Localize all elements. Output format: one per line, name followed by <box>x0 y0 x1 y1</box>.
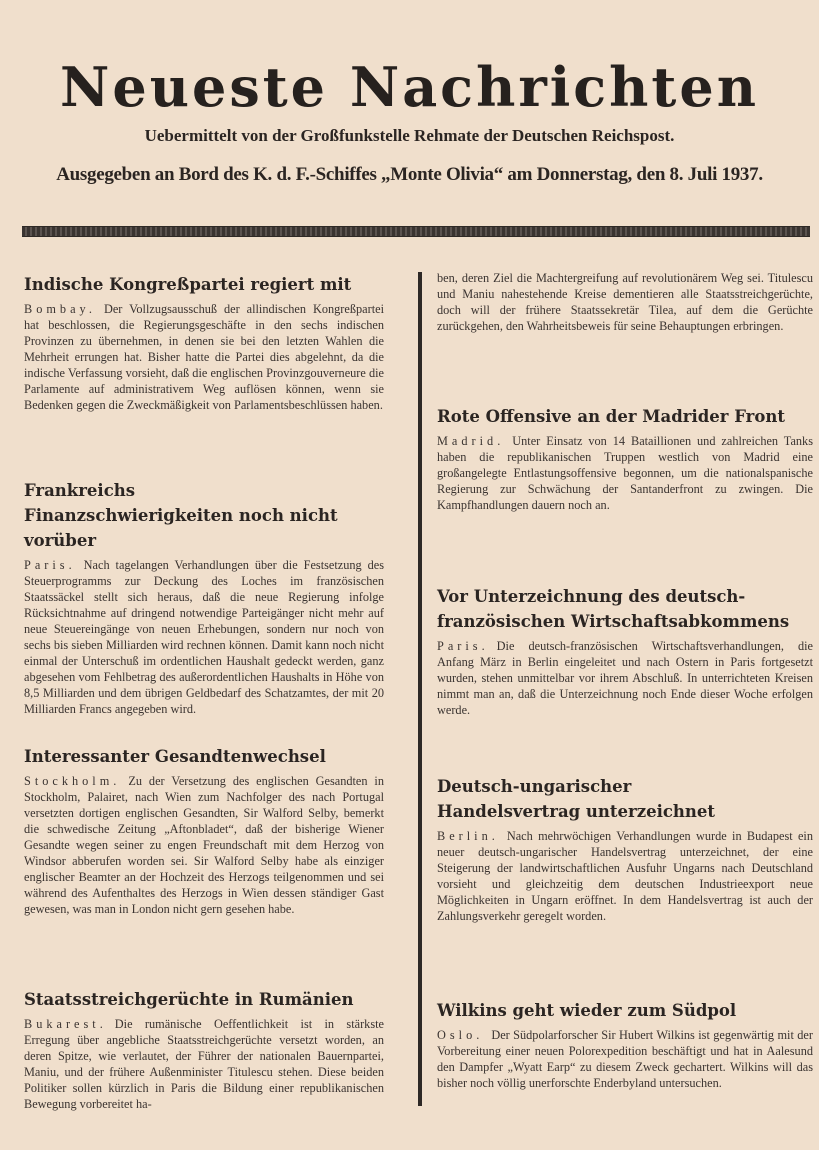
newspaper-title: Neueste Nachrichten <box>60 55 759 119</box>
issue-line: Ausgegeben an Bord des K. d. F.-Schiffes „Monte Olivia“ am Donnerstag, den 8. Juli 1937. <box>56 164 763 185</box>
article-gesandtenwechsel <box>24 744 384 917</box>
masthead <box>0 52 819 186</box>
article-headline: Frankreichs Finanzschwierigkeiten noch nicht vorüber <box>24 481 338 550</box>
column-divider <box>418 272 422 1106</box>
article-body <box>437 270 813 334</box>
article-indien <box>24 272 384 413</box>
article-headline: Wilkins geht wieder zum Südpol <box>437 1001 737 1020</box>
article-text: Die rumänische Oeffentlichkeit ist in stärkste Erregung über angebliche Staatsstreichgerüchte versetzt worden, an deren Spitze, wie verlautet, der Führer der nationalen Bauernpartei, Maniu, und der frühere Außenminister Titulescu stehen. Diese beiden Politiker sollen kürzlich in Paris die Bildung einer republikanischen Bewegung vorbereitet ha- <box>24 1017 384 1111</box>
article-dateline: Bukarest. <box>24 1017 107 1031</box>
article-text: Der Südpolarforscher Sir Hubert Wilkins ist gegenwärtig mit der Vorbereitung einer neuen Polorexpedition beschäftigt und hat in Aalesund den Dampfer „Wyatt Earp“ zu diesem Zweck gechartert. Wilkins will das bisher noch völlig unerforschte Enderbyland untersuchen. <box>437 1028 813 1090</box>
article-text: Die deutsch-französischen Wirtschaftsverhandlungen, die Anfang März in Berlin eingeleitet und nach Ostern in Paris fortgesetzt wurden, stehen unmittelbar vor ihrem Abschluß. In unterrichteten Kreisen nimmt man an, daß die Unterzeichnung noch Ende dieser Woche erfolgen werde. <box>437 639 813 717</box>
article-dateline: Stockholm. <box>24 774 121 788</box>
article-body <box>437 828 813 924</box>
article-headline: Interessanter Gesandtenwechsel <box>24 747 326 766</box>
newspaper-subtitle: Uebermittelt von der Großfunkstelle Rehmate der Deutschen Reichspost. <box>144 126 675 145</box>
article-dateline: Paris. <box>437 639 489 653</box>
article-handelsvertrag <box>437 774 813 924</box>
article-text: Nach tagelangen Verhandlungen über die Festsetzung des Steuerprogramms zur Deckung des Loches im französischen Staatssäckel stellt sich heraus, daß die neue Regierung infolge Rücksichtnahme auf dringend notwendige Parteigänger nicht mehr auf neue Steuereingänge von neuen Erhebungen, sondern nur noch von sechs bis sieben Milliarden wird rechnen können. Damit kann noch nicht einmal der Unterschuß im ordentlichen Haushalt gedeckt werden, ganz abgesehen vom Fehlbetrag des außerordentlichen Haushalts in Höhe von 8,5 Milliarden und dem übrigen Geldbedarf des Schatzamtes, der mit 20 Milliarden Francs angegeben wird. <box>24 558 384 716</box>
article-dateline: Madrid. <box>437 434 505 448</box>
article-rumaenien <box>24 987 384 1112</box>
article-body <box>437 1027 813 1091</box>
article-headline: Deutsch-ungarischer Handelsvertrag unterzeichnet <box>437 777 716 821</box>
article-dateline: Oslo. <box>437 1028 484 1042</box>
article-body <box>24 301 384 413</box>
article-text: Der Vollzugsausschuß der allindischen Kongreßpartei hat beschlossen, die Regierungsgeschäfte in den sechs indischen Provinzen zu übernehmen, in denen sie bei den letzten Wahlen die Mehrheit errungen hat. Bisher hatte die Partei dies abgelehnt, da die indische Verfassung vorsieht, daß die englischen Provinzgouverneure die Parlamente auf administrativem Weg auflösen können, wenn sie Bedenken gegen die Zweckmäßigkeit von Parlamentsbeschlüssen haben. <box>24 302 384 412</box>
article-headline: Vor Unterzeichnung des deutsch-französischen Wirtschaftsabkommens <box>437 587 790 631</box>
article-wilkins <box>437 998 813 1091</box>
article-body <box>437 638 813 718</box>
article-text: Zu der Versetzung des englischen Gesandten in Stockholm, Palairet, nach Wien zum Nachfolger des nach Portugal versetzten dortigen englischen Gesandten, Sir Walford Selby, bemerkt die schwedische Zeitung „Aftonbladet“, daß der bisherige Wiener Gesandte wegen seiner zu engen Freundschaft mit dem Herzog von Windsor abberufen worden sei. Sir Walford Selby habe als einziger englischer Beamter an der Hochzeit des Herzogs teilgenommen und sei während des Aufenthaltes des Herzogs in Wien dessen ständiger Gast gewesen, was man in London nicht gern gesehen habe. <box>24 774 384 916</box>
article-text: Nach mehrwöchigen Verhandlungen wurde in Budapest ein neuer deutsch-ungarischer Handelsvertrag unterzeichnet, der eine Steigerung der landwirtschaftlichen Ausfuhr Ungarns nach Deutschland vorsieht und gleichzeitig dem deutschen Industrieexport neue Möglichkeiten in Ungarn eröffnet. In dem Handelsvertrag ist auch der Zahlungsverkehr geregelt worden. <box>437 829 813 923</box>
article-headline: Indische Kongreßpartei regiert mit <box>24 275 352 294</box>
article-text: Unter Einsatz von 14 Bataillionen und zahlreichen Tanks haben die republikanischen Truppen westlich von Madrid eine großangelegte Entlastungsoffensive begonnen, um die nationalspanische Regierung zur Schwächung der Santanderfront zu zwingen. Die Kampfhandlungen dauern noch an. <box>437 434 813 512</box>
article-madrid <box>437 404 813 513</box>
article-wirtschaftsabkommen <box>437 584 813 718</box>
article-body <box>437 433 813 513</box>
article-text: ben, deren Ziel die Machtergreifung auf revolutionärem Weg sei. Titulescu und Maniu nahestehende Kreise dementieren alle Staatsstreichgerüchte, doch will der frühere Staatssekretär Tilea, auf dem die Gerüchte zurückgehen, den Wahrheitsbeweis für seine Behauptungen erbringen. <box>437 271 813 333</box>
article-body <box>24 1016 384 1112</box>
article-dateline: Bombay. <box>24 302 96 316</box>
article-body <box>24 557 384 717</box>
article-dateline: Berlin. <box>437 829 499 843</box>
article-headline: Staatsstreichgerüchte in Rumänien <box>24 990 354 1009</box>
article-frankreich <box>24 478 384 717</box>
article-dateline: Paris. <box>24 558 76 572</box>
article-rumaenien-continued <box>437 270 813 334</box>
article-body <box>24 773 384 917</box>
article-headline: Rote Offensive an der Madrider Front <box>437 407 785 426</box>
header-rule <box>22 226 810 237</box>
